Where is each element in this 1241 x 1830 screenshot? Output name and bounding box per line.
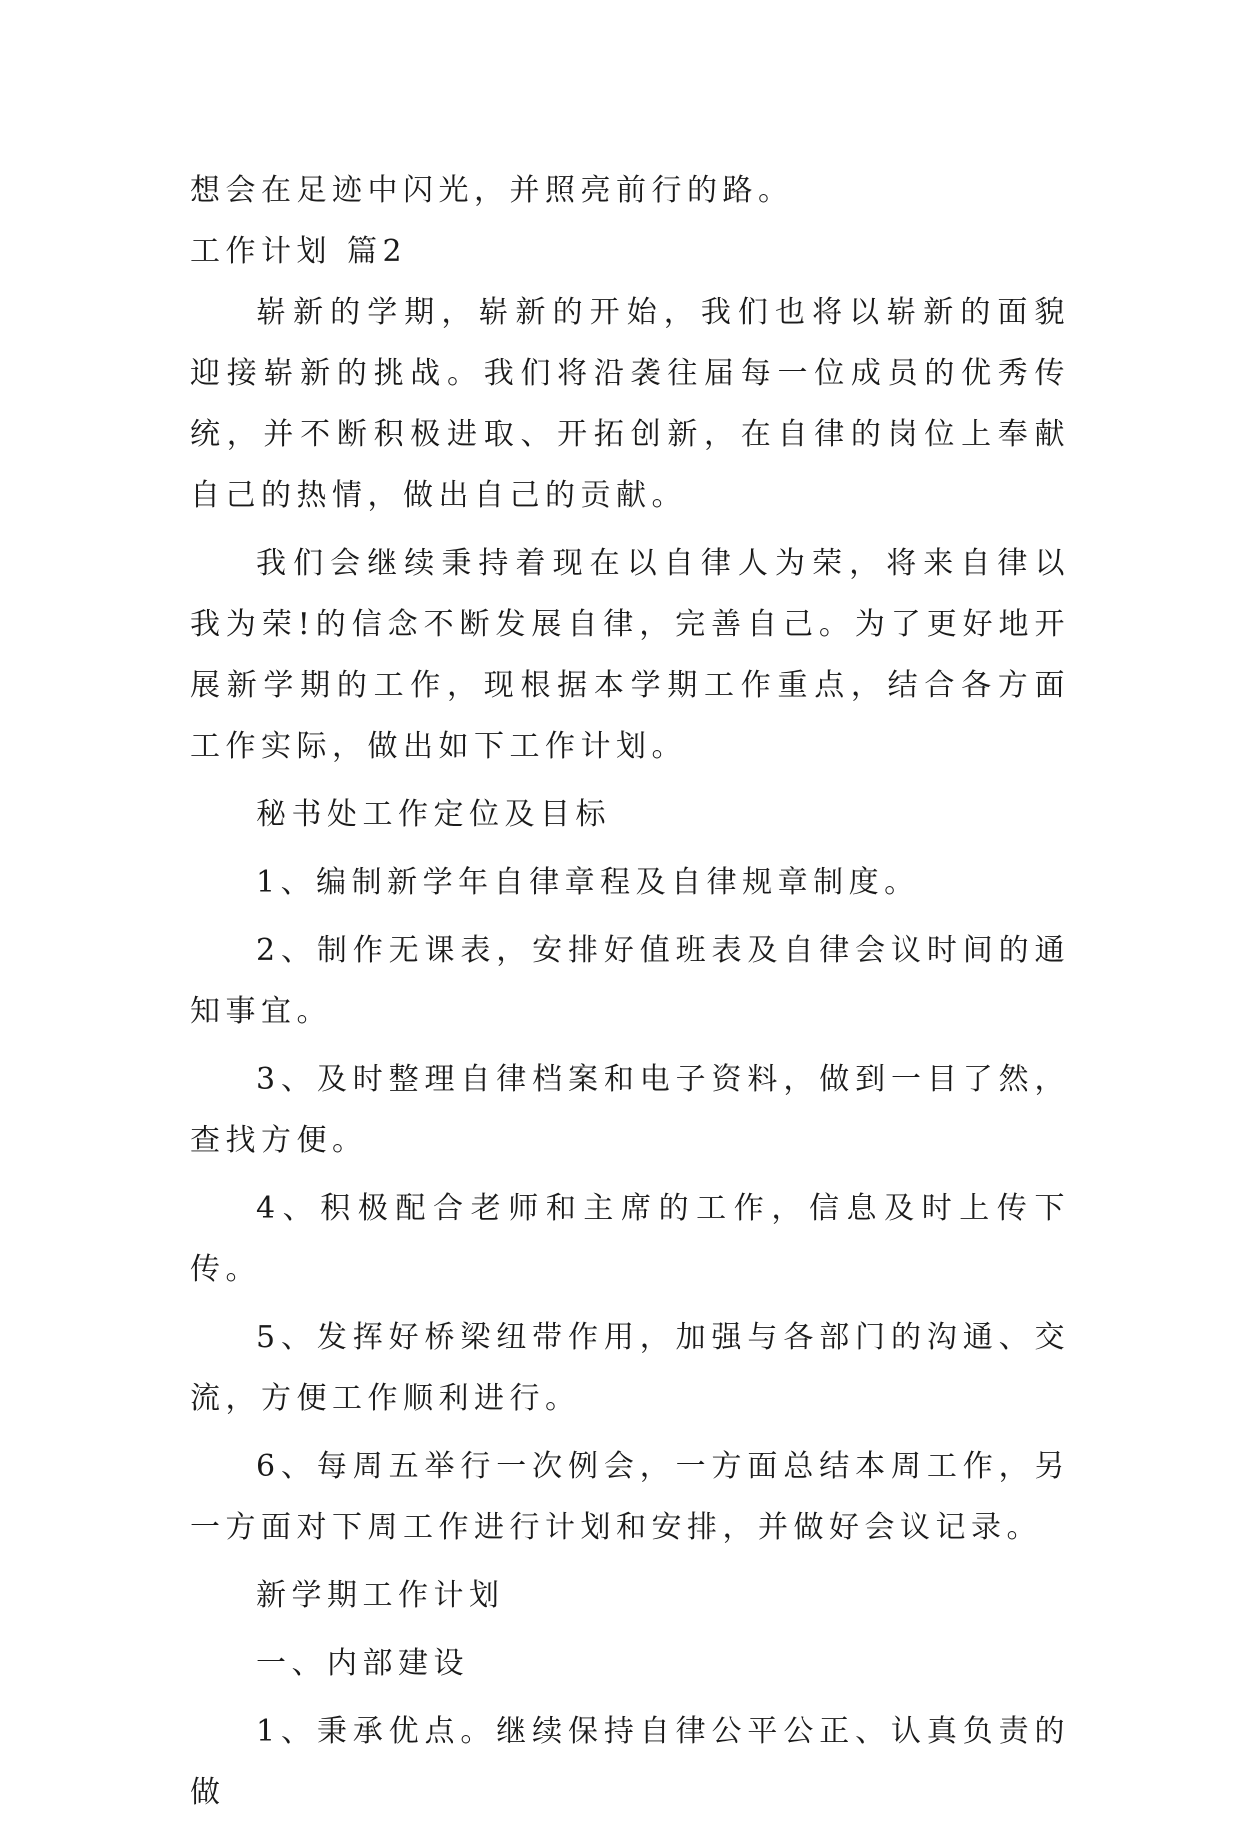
subsection-heading: 一、内部建设	[256, 1646, 469, 1681]
list-item: 3、及时整理自律档案和电子资料，做到一目了然，查找方便。	[190, 1062, 1070, 1158]
paragraph: 我们会继续秉持着现在以自律人为荣，将来自律以我为荣!的信念不断发展自律，完善自己。为了更好地开展新学期的工作，现根据本学期工作重点，结合各方面工作实际，做出如下工作计划。	[190, 546, 1070, 764]
paragraph: 崭新的学期，崭新的开始，我们也将以崭新的面貌迎接崭新的挑战。我们将沿袭往届每一位成员的优秀传统，并不断积极进取、开拓创新，在自律的岗位上奉献自己的热情，做出自己的贡献。	[190, 295, 1070, 513]
list-item: 6、每周五举行一次例会，一方面总结本周工作，另一方面对下周工作进行计划和安排，并做好会议记录。	[190, 1449, 1070, 1545]
list-item: 5、发挥好桥梁纽带作用，加强与各部门的沟通、交流，方便工作顺利进行。	[190, 1320, 1070, 1416]
subsection-heading: 秘书处工作定位及目标	[256, 797, 611, 832]
list-item: 2、制作无课表，安排好值班表及自律会议时间的通知事宜。	[190, 933, 1070, 1029]
subsection-heading: 新学期工作计划	[256, 1578, 505, 1613]
paragraph-continuation: 想会在足迹中闪光，并照亮前行的路。	[190, 173, 794, 208]
section-heading: 工作计划 篇2	[190, 234, 408, 269]
document-body	[190, 160, 1070, 1830]
list-item: 4、积极配合老师和主席的工作，信息及时上传下传。	[190, 1191, 1070, 1287]
list-item: 1、秉承优点。继续保持自律公平公正、认真负责的做	[190, 1714, 1070, 1810]
list-item: 1、编制新学年自律章程及自律规章制度。	[256, 865, 920, 900]
